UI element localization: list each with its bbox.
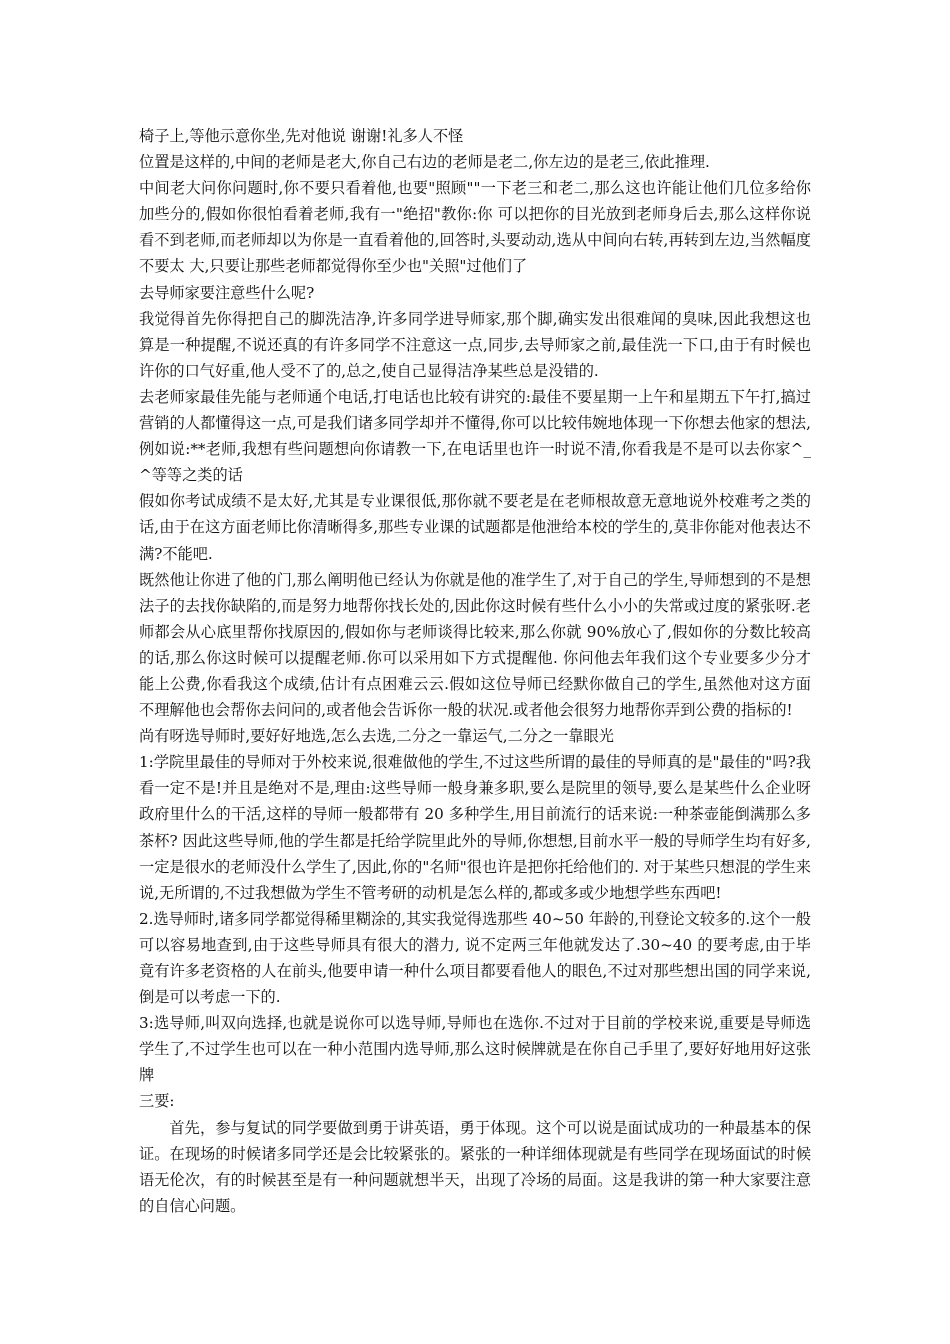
paragraph-eye-contact: 中间老大问你问题时,你不要只看着他,也要"照顾""一下老三和老二,那么这也许能让他们几位多给你加些分的,假如你很怕看着老师,我有一"绝招"教你:你 可以把你的目光放到老师身后去,那么这样你说看不到老师,而老师却以为你是一直看着他的,回答时,头要动动,选从中间向右转,再转到左边,当然幅度不要太 大,只要让那些老师都觉得你至少也"关照"过他们了 xyxy=(139,179,811,276)
paragraph-point-2: 2.选导师时,诸多同学都觉得稀里糊涂的,其实我觉得选那些 40~50 年龄的,刊登论文较多的.这个一般可以容易地查到,由于这些导师具有很大的潜力, 说不定两三年他就发达了.30~40 的要考虑,由于毕竟有许多老资格的人在前头,他要申请一种什么项目都要看他人的眼色,不过对那些想出国的同学来说, 倒是可以考虑一下的. xyxy=(139,909,811,1007)
paragraph-hygiene: 我觉得首先你得把自己的脚洗洁净,许多同学进导师家,那个脚,确实发出很难闻的臭味,因此我想这也算是一种提醒,不说还真的有许多同学不注意这一点,同步,去导师家之前,最佳洗一下口,由于有时候也许你的口气好重,他人受不了的,总之,使自己显得洁净某些总是没错的. xyxy=(139,309,811,380)
paragraph-point-1: 1:学院里最佳的导师对于外校来说,很难做他的学生,不过这些所谓的最佳的导师真的是"最佳的"吗?我看一定不是!并且是绝对不是,理由:这些导师一般身兼多职,要么是院里的领导,要么是某些什么企业呀政府里什么的干活,这样的导师一般都带有 20 多种学生,用目前流行的话来说:一种茶壶能倒满那么多茶杯? 因此这些导师,他的学生都是托给学院里此外的导师,你想想,目前水平一般的导师学生均有好多,一定是很水的老师没什么学生了,因此,你的"名师"很也许是把你托给他们的. 对于某些只想混的学生来说,无所谓的,不过我想做为学生不管考研的动机是怎么样的,都或多或少地想学些东西吧! xyxy=(139,753,811,902)
paragraph-low-scores: 假如你考试成绩不是太好,尤其是专业课很低,那你就不要老是在老师根故意无意地说外校难考之类的话,由于在这方面老师比你清晰得多,那些专业课的试题都是他泄给本校的学生的,莫非你能对他表达不满?不能吧. xyxy=(139,492,811,563)
paragraph-point-3: 3:选导师,叫双向选择,也就是说你可以选导师,导师也在选你.不过对于目前的学校来说,重要是导师选学生了,不过学生也可以在一种小范围内选导师,那么这时候牌就是在你自己手里了,要好好地用好这张牌 xyxy=(139,1014,811,1085)
heading-three-requirements: 三要: xyxy=(139,1092,175,1111)
paragraph-seating-order: 位置是这样的,中间的老师是老大,你自己右边的老师是老二,你左边的是老三,依此推理. xyxy=(139,153,710,172)
paragraph-chair-courtesy: 椅子上,等他示意你坐,先对他说 谢谢!礼多人不怪 xyxy=(139,127,464,145)
heading-choose-advisor: 尚有呀选导师时,要好好地选,怎么去选,二分之一靠运气,二分之一靠眼光 xyxy=(139,727,614,746)
document-body xyxy=(139,123,811,1219)
paragraph-accepted-student: 既然他让你进了他的门,那么阐明他已经认为你就是他的准学生了,对于自己的学生,导师想到的不是想法子的去找你缺陷的,而是努力地帮你找长处的,因此你这时候有些什么小小的失常或过度的紧张呀.老师都会从心底里帮你找原因的,假如你与老师谈得比较来,那么你就 90%放心了,假如你的分数比较高的话,那么你这时候可以提醒老师.你可以采用如下方式提醒他. 你问他去年我们这个专业要多少分才能上公费,你看我这个成绩,估计有点困难云云.假如这位导师已经默你做自己的学生,虽然他对这方面不理解他也会帮你去问问的,或者他会告诉你一般的状况.或者他会很努力地帮你弄到公费的指标的! xyxy=(139,570,811,720)
paragraph-speak-english: 首先，参与复试的同学要做到勇于讲英语，勇于体现。这个可以说是面试成功的一种最基本的保证。在现场的时候诸多同学还是会比较紧张的。紧张的一种详细体现就是有些同学在现场面试的时候语无伦次，有的时候甚至是有一种问题就想半天，出现了冷场的局面。这是我讲的第一种大家要注意的自信心问题。 xyxy=(139,1118,811,1215)
heading-visit-advisor-home: 去导师家要注意些什么呢? xyxy=(139,283,315,302)
paragraph-phone-call: 去老师家最佳先能与老师通个电话,打电话也比较有讲究的:最佳不要星期一上午和星期五下午打,搞过营销的人都懂得这一点,可是我们诸多同学却并不懂得,你可以比较伟婉地体现一下你想去他家的想法,例如说:**老师,我想有些问题想向你请教一下,在电话里也许一时说不清,你看我是不是可以去你家^_^等等之类的话 xyxy=(139,387,811,485)
